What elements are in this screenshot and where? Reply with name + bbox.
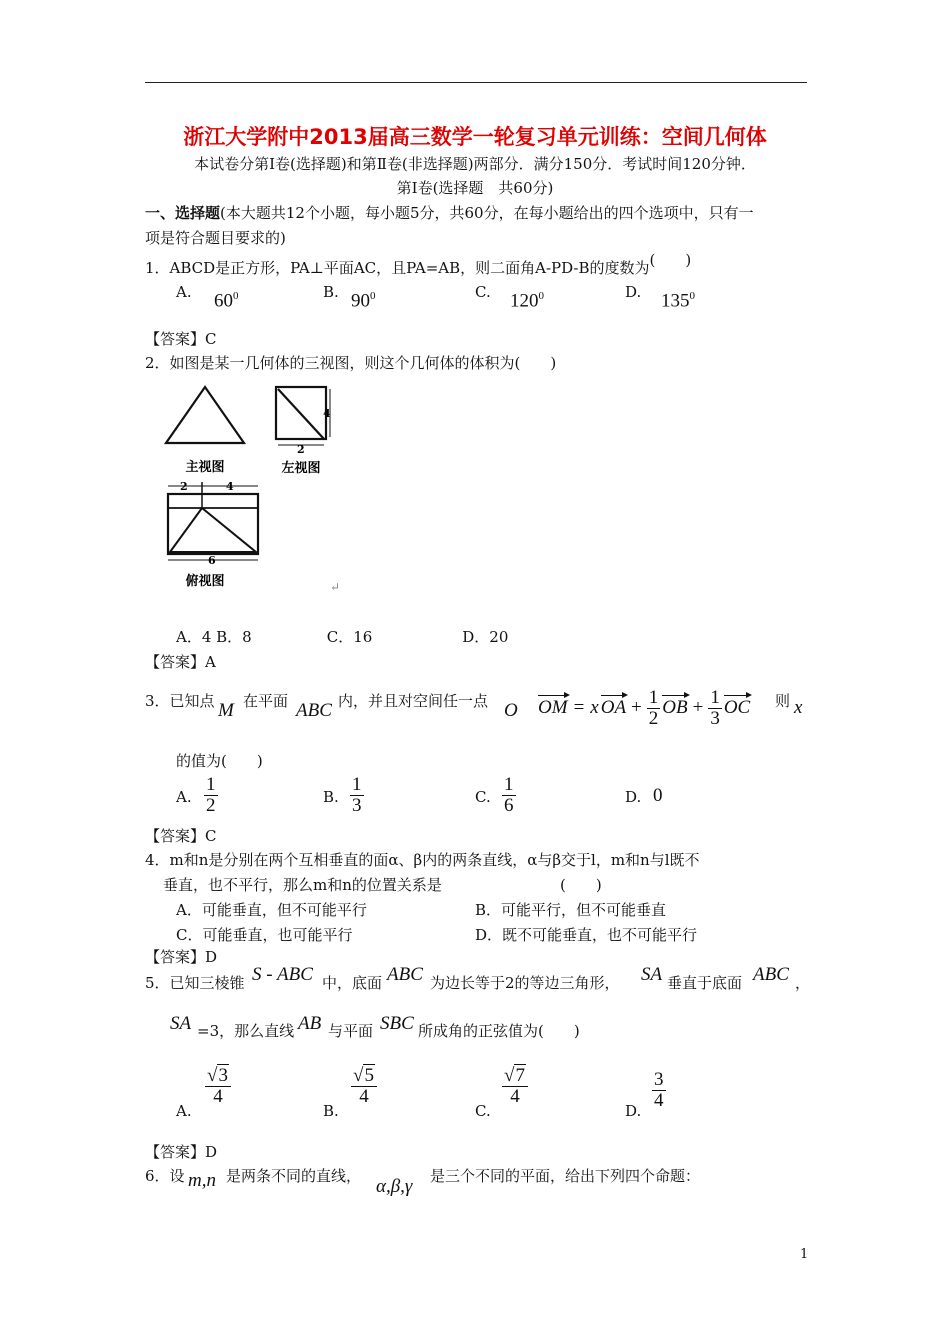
q5-mid3: 垂直于底面: [667, 974, 743, 992]
question-4-text: 4．m和n是分别在两个互相垂直的面α、β内的两条直线，α与β交于l，m和n与l既不: [145, 851, 700, 869]
q6-suffix: 是三个不同的平面，给出下列四个命题：: [430, 1167, 701, 1185]
paragraph-mark: ↵: [330, 580, 341, 594]
q5-option-b: $\frac{√5}{4}$: [351, 1066, 377, 1107]
q5-option-d-label: D.: [625, 1102, 642, 1120]
q3-option-d-label: D.: [625, 788, 642, 806]
side-view-label: 左视图: [281, 461, 321, 476]
q3-plane-abc: ABC: [296, 700, 332, 721]
q3-point-m: M: [218, 700, 234, 721]
q5-sa: SA: [641, 964, 663, 985]
vec-oa: OA: [600, 697, 627, 719]
q3-point-o: O: [504, 700, 518, 721]
q5-mid1: 中，底面: [322, 974, 383, 992]
q3-option-a-label: A.: [176, 788, 192, 806]
page-title: 浙江大学附中2013届高三数学一轮复习单元训练：空间几何体: [183, 125, 767, 149]
q3-option-a: $\frac{1}{2}$: [206, 774, 216, 816]
question-6-prefix: 6．设: [145, 1167, 185, 1185]
top-view-dim-right: 4: [226, 480, 234, 493]
top-view-rect: [168, 494, 258, 554]
q5-pyramid: S - ABC: [252, 964, 313, 985]
q6-greek: α,β,γ: [376, 1176, 413, 1197]
q5-comma: ，: [795, 974, 811, 992]
q5-l2c: 所成角的正弦值为( ): [418, 1022, 580, 1040]
sqrt-icon: √3: [207, 1065, 228, 1086]
top-view-figure: [160, 478, 270, 593]
question-2-text: 2．如图是某一几何体的三视图，则这个几何体的体积为( ): [145, 354, 557, 372]
side-view-width-dim: 2: [297, 443, 305, 456]
header-rule: [145, 82, 807, 83]
vec-om: OM: [538, 697, 568, 719]
fraction-half: $\frac{1}{2}$: [648, 687, 659, 729]
sqrt-icon: √5: [353, 1065, 374, 1086]
question-3-prefix: 3．已知点: [145, 692, 215, 710]
q6-mid: 是两条不同的直线，: [226, 1167, 362, 1185]
q3-answer: 【答案】C: [145, 827, 217, 845]
q3-mid1: 在平面: [243, 692, 289, 710]
q5-l2a: =3，那么直线: [197, 1022, 295, 1040]
q5-answer: 【答案】D: [145, 1143, 218, 1161]
question-1-text: 1．ABCD是正方形，PA⊥平面AC，且PA=AB，则二面角A-PD-B的度数为: [145, 259, 650, 277]
intro-text: 本试卷分第Ⅰ卷(选择题)和第Ⅱ卷(非选择题)两部分．满分150分．考试时间120分钟．: [194, 155, 756, 173]
q5-ab: AB: [298, 1013, 322, 1034]
q3-option-c: $\frac{1}{6}$: [504, 774, 514, 816]
fraction-third: $\frac{1}{3}$: [710, 687, 720, 729]
q5-abc2: ABC: [753, 964, 789, 985]
q2-options: A．4 B．8 C．16 D．20: [176, 628, 509, 646]
q3-option-d: 0: [653, 785, 663, 806]
q4-option-c: C．可能垂直，也可能平行: [176, 926, 353, 944]
q4-option-b: B．可能平行，但不可能垂直: [475, 901, 667, 919]
q1-option-a-label: A.: [176, 283, 192, 301]
q5-option-b-label: B.: [323, 1102, 339, 1120]
q5-abc: ABC: [387, 964, 423, 985]
q5-l2b: 与平面: [328, 1022, 374, 1040]
part-heading: 第Ⅰ卷(选择题 共60分): [396, 179, 554, 197]
q5-option-a-label: A.: [176, 1102, 192, 1120]
q1-option-b: $90^0$: [351, 290, 376, 312]
side-view-figure: [268, 383, 338, 478]
section-desc-2: 项是符合题目要求的): [145, 229, 286, 247]
question-1-paren: ( ): [649, 251, 692, 269]
q5-sa2: SA: [170, 1013, 192, 1034]
vec-oc: OC: [723, 697, 751, 719]
q1-option-d-label: D.: [625, 283, 642, 301]
q5-option-d: $\frac{3}{4}$: [654, 1069, 664, 1111]
q3-line2: 的值为( ): [176, 752, 263, 770]
q1-option-c-label: C.: [475, 283, 491, 301]
question-4-line2: 垂直，也不平行，那么m和n的位置关系是: [163, 876, 442, 894]
q4-option-d: D．既不可能垂直，也不可能平行: [475, 926, 698, 944]
top-view-triangle: [170, 508, 256, 552]
q3-option-c-label: C.: [475, 788, 491, 806]
section-heading: 一、选择题: [145, 204, 221, 222]
top-view-dim-bottom: 6: [208, 554, 216, 567]
section-desc: (本大题共12个小题，每小题5分，共60分，在每小题给出的四个选项中，只有一: [220, 204, 754, 222]
front-view-label: 主视图: [185, 460, 225, 475]
question-4-paren: ( ): [560, 876, 602, 894]
side-view-height-dim: 4: [323, 407, 331, 420]
q4-answer: 【答案】D: [145, 948, 218, 966]
q3-vector-equation: OM = x OA + $\frac{1}{2}$ OB + $\frac{1}{3}$ OC: [538, 687, 751, 729]
side-view-diagonal: [278, 389, 324, 439]
q5-sbc: SBC: [380, 1013, 414, 1034]
front-view-triangle: [166, 387, 244, 443]
top-view-label: 俯视图: [185, 574, 225, 589]
q4-option-a: A．可能垂直，但不可能平行: [176, 901, 367, 919]
q1-option-b-label: B.: [323, 283, 339, 301]
question-5-prefix: 5．已知三棱锥: [145, 974, 245, 992]
front-view-figure: [160, 383, 250, 478]
q1-answer: 【答案】C: [145, 330, 217, 348]
q3-option-b: $\frac{1}{3}$: [352, 774, 362, 816]
q5-option-c: $\frac{√7}{4}$: [502, 1066, 528, 1107]
page-number: 1: [800, 1247, 809, 1262]
q1-option-d: $135^0$: [661, 290, 695, 312]
q3-then: 则: [775, 692, 791, 710]
q2-answer: 【答案】A: [145, 653, 216, 671]
top-view-dim-left: 2: [180, 480, 188, 493]
q3-x: x: [794, 697, 803, 718]
q5-mid2: 为边长等于2的等边三角形，: [430, 974, 620, 992]
q6-mn: m,n: [188, 1170, 216, 1191]
sqrt-icon: √7: [504, 1065, 525, 1086]
q1-option-a: $60^0$: [214, 290, 239, 312]
q1-option-c: $120^0$: [510, 290, 544, 312]
q5-option-a: $\frac{√3}{4}$: [205, 1066, 231, 1107]
q3-mid2: 内，并且对空间任一点: [338, 692, 489, 710]
q5-option-c-label: C.: [475, 1102, 491, 1120]
vec-ob: OB: [662, 697, 688, 719]
q3-option-b-label: B.: [323, 788, 339, 806]
